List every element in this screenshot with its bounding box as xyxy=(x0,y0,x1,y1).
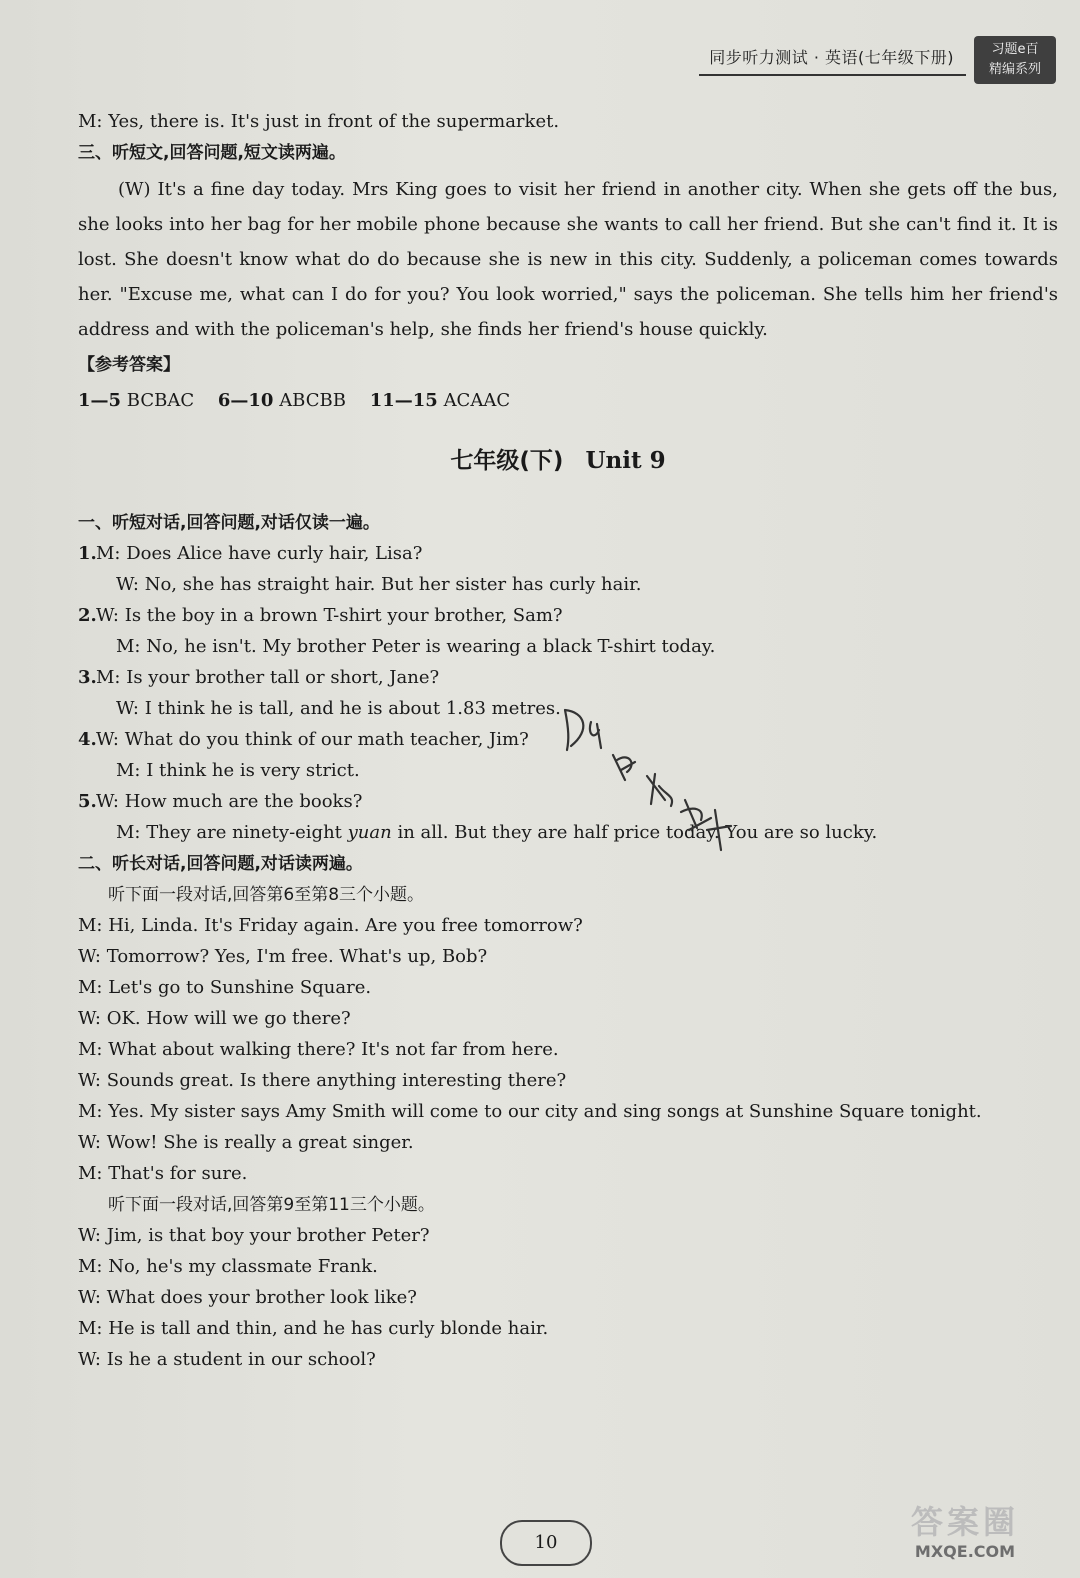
watermark-logo xyxy=(880,1502,1050,1568)
dialog-line: M: No, he isn't. My brother Peter is wearing a black T-shirt today. xyxy=(116,636,716,657)
question-number: 5. xyxy=(78,791,97,812)
series-badge xyxy=(974,36,1056,84)
dialog-line: W: Wow! She is really a great singer. xyxy=(78,1132,414,1153)
dialog-line: M: What about walking there? It's not far from here. xyxy=(78,1039,559,1060)
dialog-intro xyxy=(78,1193,1068,1224)
dialog-line: W: Jim, is that boy your brother Peter? xyxy=(78,1225,430,1246)
dialog-line: M: No, he's my classmate Frank. xyxy=(78,1256,378,1277)
watermark-url: MXQE.COM xyxy=(914,1542,1016,1561)
dialog-line: W: What do you think of our math teacher, Jim? xyxy=(96,729,529,750)
question-line xyxy=(78,666,1068,697)
question-line xyxy=(78,542,1068,573)
dialog-line: W: No, she has straight hair. But her sister has curly hair. xyxy=(116,574,642,595)
answer-keys: ACAAC xyxy=(443,390,511,411)
intro-text: 听下面一段对话,回答第9至第11三个小题。 xyxy=(108,1195,435,1215)
dialog-intro xyxy=(78,883,1068,914)
dialog-italic: yuan xyxy=(347,822,392,843)
dialog-line: M: Yes. My sister says Amy Smith will come to our city and sing songs at Sunshine Square tonight. xyxy=(78,1101,982,1122)
dialog-2 xyxy=(78,1224,1068,1379)
dialog-line: W: What does your brother look like? xyxy=(78,1287,417,1308)
answer-key xyxy=(78,389,1068,429)
handwritten-scribble xyxy=(555,700,745,860)
answer-range: 1—5 xyxy=(78,390,122,411)
watermark-text: 答案圈 xyxy=(910,1503,1019,1541)
series-badge-line2: 精编系列 xyxy=(988,62,1041,77)
dialog-line: W: Sounds great. Is there anything interesting there? xyxy=(78,1070,567,1091)
section-heading-3: 三、听短文,回答问题,短文读两遍。 xyxy=(78,143,346,163)
question-number: 4. xyxy=(78,729,97,750)
dialog-line: M: Is your brother tall or short, Jane? xyxy=(96,667,440,688)
dialog-1 xyxy=(78,914,1068,1193)
page-header xyxy=(699,40,1056,80)
answer-keys: ABCBB xyxy=(279,390,346,411)
dialog-line: W: OK. How will we go there? xyxy=(78,1008,351,1029)
answer-keys: BCBAC xyxy=(126,390,195,411)
book-title: 同步听力测试 · 英语(七年级下册) xyxy=(699,45,966,76)
answer-range: 6—10 xyxy=(217,390,274,411)
unit-grade: 七年级(下) xyxy=(450,448,564,474)
dialog-line: W: Is the boy in a brown T-shirt your brother, Sam? xyxy=(96,605,563,626)
section-heading-2: 二、听长对话,回答问题,对话读两遍。 xyxy=(78,854,363,874)
unit-name: Unit 9 xyxy=(585,447,666,474)
dialog-line: W: How much are the books? xyxy=(96,791,363,812)
intro-text: 听下面一段对话,回答第6至第8三个小题。 xyxy=(108,885,425,905)
question-line xyxy=(78,604,1068,635)
dialog-line: M: He is tall and thin, and he has curly blonde hair. xyxy=(78,1318,549,1339)
answer-key-heading: 【参考答案】 xyxy=(78,355,180,375)
answer-range: 11—15 xyxy=(369,390,438,411)
dialog-line: M: Does Alice have curly hair, Lisa? xyxy=(96,543,423,564)
series-badge-line1: 习题e百 xyxy=(991,42,1039,57)
dialog-line: W: Tomorrow? Yes, I'm free. What's up, Bob? xyxy=(78,946,488,967)
question-number: 1. xyxy=(78,543,97,564)
unit-heading xyxy=(78,437,1068,511)
dialog-text: in all. But they are half price today. You are so lucky. xyxy=(391,822,878,843)
section-heading-1: 一、听短对话,回答问题,对话仅读一遍。 xyxy=(78,513,380,533)
dialog-line: W: I think he is tall, and he is about 1.83 metres. xyxy=(116,698,561,719)
dialog-line: M: That's for sure. xyxy=(78,1163,248,1184)
dialog-line: M: Yes, there is. It's just in front of the supermarket. xyxy=(78,111,560,132)
dialog-text: M: They are ninety-eight xyxy=(116,822,348,843)
question-number: 2. xyxy=(78,605,97,626)
passage xyxy=(78,172,1058,347)
question-number: 3. xyxy=(78,667,97,688)
dialog-line: M: Hi, Linda. It's Friday again. Are you free tomorrow? xyxy=(78,915,583,936)
dialog-line: W: Is he a student in our school? xyxy=(78,1349,376,1370)
passage-text: (W) It's a fine day today. Mrs King goes to visit her friend in another city. When she gets off the bus, she looks into her bag for her mobile phone because she wants to call her friend. But she can't find it. It is lost. She doesn't know what do do because she is new in this city. Suddenly, a policeman comes towards her. "Excuse me, what can I do for you? You look worried," says the policeman. She tells him her friend's address and with the policeman's help, she finds her friend's house quickly. xyxy=(78,179,1058,340)
dialog-line: M: Let's go to Sunshine Square. xyxy=(78,977,372,998)
page-number: 10 xyxy=(500,1520,592,1566)
dialog-line: M: I think he is very strict. xyxy=(116,760,360,781)
